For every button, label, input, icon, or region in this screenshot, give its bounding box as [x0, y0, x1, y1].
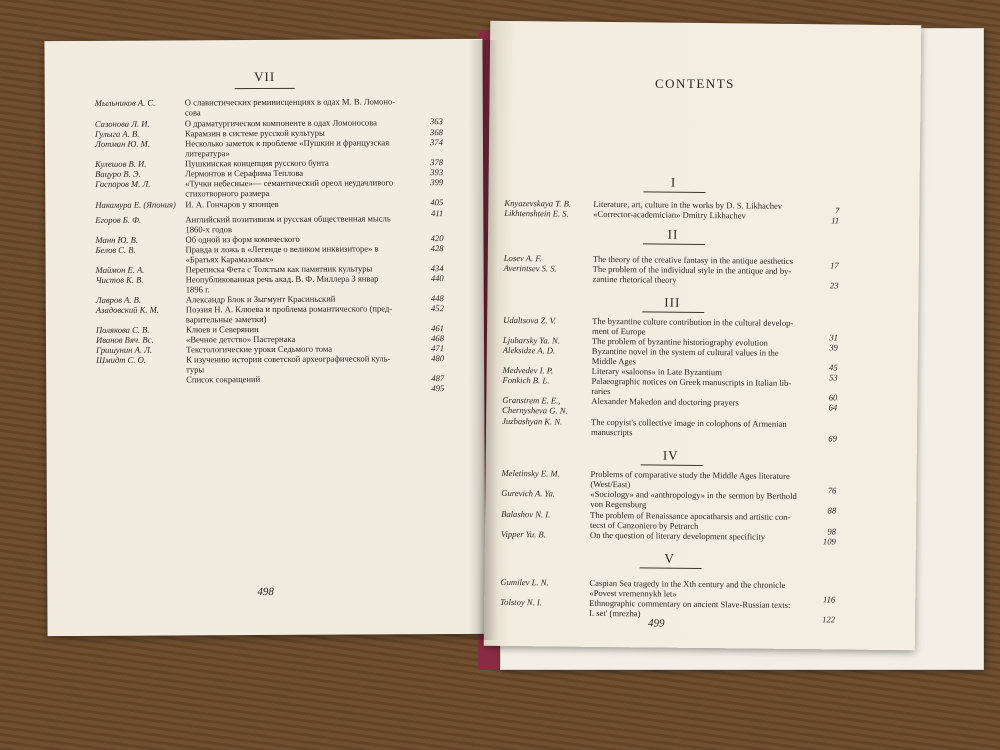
- entry-author: Aleksidze A. D.: [502, 344, 556, 356]
- section-rule: [641, 464, 703, 466]
- entry-title: О славистических реминисценциях в одах М. В. Ломоно-: [184, 96, 396, 108]
- entry-title: raries: [591, 385, 611, 397]
- entry-author: Losev A. F.: [503, 252, 542, 264]
- entry-title: Поэзия Н. А. Клюева и проблема романтического (пред-: [185, 303, 393, 315]
- entry-page: 76: [827, 485, 837, 496]
- entry-title: Problems of comparative study the Middle Ages literature: [590, 468, 790, 481]
- section-rule: [235, 88, 295, 89]
- entry-page: 440: [430, 273, 444, 284]
- section-label: II: [667, 226, 679, 242]
- entry-page: 69: [828, 433, 837, 444]
- toc-entry: [486, 415, 917, 444]
- entry-title: О драматургическом компоненте в одах Ломоносова: [184, 117, 377, 129]
- entry-author: Манн Ю. В.: [95, 234, 139, 245]
- entry-title: «Вечное детство» Пастернака: [185, 333, 296, 345]
- entry-author: Granstrem E. E.,: [502, 394, 561, 406]
- entry-page: 399: [430, 177, 444, 188]
- entry-author: Ljubarsky Ya. N.: [502, 334, 560, 346]
- entry-title: литература»: [185, 148, 230, 159]
- section-label: IV: [662, 447, 679, 463]
- entry-title: ment of Europe: [591, 325, 646, 337]
- entry-page: 405: [430, 197, 444, 208]
- left-page: [44, 39, 485, 636]
- entry-title: Пушкинская концепция русского бунта: [185, 157, 329, 169]
- entry-page: 378: [430, 157, 444, 168]
- section-label: V: [664, 550, 675, 566]
- entry-author: Medvedev I. P.: [502, 364, 554, 376]
- toc-entry: [46, 373, 484, 395]
- entry-title: Переписка Фета с Толстым как памятник культуры: [185, 263, 373, 275]
- section-rule: [643, 243, 705, 245]
- entry-page: 31: [829, 332, 839, 343]
- entry-title: «Братьях Карамазовых»: [185, 253, 274, 265]
- entry-page: 374: [430, 137, 444, 148]
- entry-page: 122: [822, 614, 836, 625]
- entry-page: 45: [829, 362, 838, 373]
- entry-title: сова: [184, 107, 201, 118]
- entry-title: Caspian Sea tragedy in the Xth century and the chronicle: [589, 577, 786, 590]
- entry-title: Об одной из форм комического: [185, 233, 300, 245]
- entry-author: Полякова С. В.: [95, 324, 150, 335]
- entry-page: 7: [834, 205, 840, 216]
- entry-title: On the question of literary development specificity: [589, 529, 766, 542]
- entry-title: Лермонтов и Серафима Теплова: [185, 167, 304, 179]
- entry-title: Palaeographic notices on Greek manuscripts in Italian lib-: [591, 375, 792, 388]
- entry-title: К изучению истории советской археографической куль-: [186, 353, 391, 365]
- entry-title: «Corrector-academician» Dmitry Likhachev: [593, 208, 746, 221]
- entry-author: Balashov N. I.: [501, 508, 551, 520]
- entry-author: Шмидт С. О.: [96, 354, 146, 365]
- entry-author: Мыльников А. С.: [94, 97, 156, 108]
- section-rule: [643, 191, 705, 193]
- entry-page: 471: [431, 343, 445, 354]
- entry-author: Chernysheva G. N.: [502, 404, 568, 416]
- entry-page: 428: [430, 243, 444, 254]
- entry-title: «Sociology» and «anthropology» in the sermon by Berthold: [590, 488, 797, 501]
- entry-title: Неопубликованная речь акад. В. Ф. Миллера 3 январ: [185, 273, 379, 285]
- contents-heading: CONTENTS: [655, 76, 735, 91]
- entry-title: туры: [186, 364, 205, 375]
- entry-author: Маймон Е. А.: [95, 264, 145, 275]
- entry-page: 495: [431, 383, 445, 394]
- section-label-vii: VII: [254, 68, 276, 85]
- entry-title: Александр Блок и Зыгмунт Красиньский: [185, 293, 336, 305]
- entry-title: «Тучки небесные»— семантический ореол неудачливого: [185, 177, 394, 189]
- entry-title: Literary «saloons» in Late Byzantium: [591, 365, 722, 378]
- gutter-shadow: [468, 40, 498, 640]
- entry-page: 480: [431, 353, 445, 364]
- entry-author: Likhtenshtein E. S.: [504, 207, 569, 219]
- entry-title: «Povest vremennykh let»: [589, 587, 677, 599]
- entry-author: Gumilev L. N.: [500, 576, 549, 588]
- entry-title: Клюев и Северянин: [185, 324, 259, 335]
- entry-author: Averintsev S. S.: [503, 262, 557, 274]
- entry-page: 53: [828, 372, 838, 383]
- entry-author: Чистов К. В.: [95, 274, 144, 285]
- entry-title: (West/East): [590, 478, 631, 490]
- entry-author: Fonkich B. L.: [502, 374, 550, 386]
- entry-title: Правда и ложь в «Легенде о великом инквизиторе» в: [185, 243, 379, 255]
- entry-page: 109: [822, 536, 836, 547]
- entry-author: Гулыга А. В.: [94, 128, 140, 139]
- section-label: I: [670, 174, 677, 190]
- entry-page: 363: [429, 116, 443, 127]
- entry-author: Лотман Ю. М.: [94, 138, 151, 149]
- entry-page: 88: [827, 505, 837, 516]
- section-rule: [640, 567, 702, 569]
- entry-page: 116: [822, 594, 836, 605]
- entry-title: manuscripts: [590, 426, 633, 438]
- entry-title: tecst of Canzoniero by Petrarch: [589, 519, 699, 531]
- entry-author: Белов С. В.: [95, 244, 136, 255]
- entry-author: Накамура Е. (Япония): [95, 199, 176, 210]
- entry-title: The byzantine culture contribution in the cultural develop-: [592, 315, 794, 328]
- page-number-left: 498: [257, 585, 274, 599]
- entry-title: Middle Ages: [591, 355, 636, 367]
- entry-title: The problem of the individual style in the antique and by-: [592, 263, 792, 276]
- entry-author: Гаспаров М. Л.: [95, 178, 151, 189]
- section-label: III: [664, 294, 681, 310]
- entry-page: 461: [431, 323, 444, 334]
- entry-page: 487: [431, 373, 445, 384]
- entry-page: 468: [431, 333, 445, 344]
- entry-page: 39: [829, 342, 838, 353]
- entry-title: И. А. Гончаров у японцев: [185, 198, 279, 210]
- entry-author: Гришунин А. Л.: [96, 344, 153, 355]
- entry-page: 434: [430, 263, 444, 274]
- entry-title: zantine rhetorical theory: [592, 273, 677, 285]
- entry-page: 448: [430, 293, 444, 304]
- page-number-right: 499: [647, 617, 665, 630]
- entry-author: Juzbashyan K. N.: [502, 415, 563, 427]
- entry-author: Tolstoy N. I.: [500, 596, 542, 608]
- entry-author: Вацуро В. Э.: [95, 168, 141, 179]
- entry-title: Ethnographic commentary on ancient Slave-Russian texts:: [589, 597, 791, 610]
- entry-page: 411: [431, 208, 444, 219]
- entry-page: 60: [828, 392, 838, 403]
- entry-title: Список сокращений: [186, 374, 261, 385]
- entry-author: Егоров Б. Ф.: [95, 214, 142, 225]
- entry-author: Лавров А. В.: [95, 294, 142, 305]
- entry-title: Byzantine novel in the system of cultural values in the: [591, 345, 779, 358]
- entry-title: 1896 г.: [185, 284, 210, 295]
- entry-title: Карамзин в системе русской культуры: [184, 127, 325, 139]
- entry-author: Кулешов В. И.: [95, 158, 147, 169]
- entry-title: The problem of byzantine historiography evolution: [591, 335, 768, 348]
- entry-author: Udaltsova Z. V.: [503, 314, 557, 326]
- entry-author: Knyazevskaya T. B.: [504, 197, 572, 209]
- entry-page: 452: [430, 303, 444, 314]
- entry-page: 393: [430, 167, 444, 178]
- entry-title: Literature, art, culture in the works by D. S. Likhachev: [593, 198, 783, 211]
- entry-title: стихотворного размера: [185, 187, 270, 199]
- entry-page: 368: [430, 127, 443, 138]
- entry-title: Несколько заметок к проблеме «Пушкин и французская: [184, 137, 390, 149]
- entry-title: Alexander Makedon and doctoring prayers: [591, 395, 739, 408]
- entry-author: Азадовский К. М.: [95, 304, 159, 315]
- entry-author: Gurevich A. Ya.: [501, 487, 556, 499]
- entry-page: 64: [828, 402, 838, 413]
- entry-author: Vipper Yu. B.: [500, 528, 546, 540]
- entry-page: 420: [430, 233, 444, 244]
- entry-page: 98: [827, 526, 837, 537]
- entry-title: Текстологические уроки Седьмого тома: [186, 343, 333, 355]
- entry-author: Иванов Вяч. Вс.: [95, 334, 154, 345]
- entry-page: 17: [830, 260, 839, 271]
- right-page: [484, 21, 922, 650]
- entry-page: 23: [829, 280, 839, 291]
- section-rule: [642, 311, 704, 313]
- entry-author: Сазонова Л. И.: [94, 118, 150, 129]
- entry-title: варительные заметки): [185, 313, 267, 325]
- entry-title: The copyist's collective image in colophons of Armenian: [591, 416, 787, 429]
- entry-title: The theory of the creative fantasy in the antique aesthetics: [592, 253, 794, 266]
- entry-title: I. set' (mrezha): [589, 607, 641, 619]
- entry-page: 11: [831, 215, 840, 226]
- entry-title: 1860-х годов: [185, 224, 233, 235]
- entry-title: von Regensburg: [590, 498, 647, 510]
- entry-title: The problem of Renaissance apocatharsis and artistic con-: [590, 509, 791, 522]
- entry-author: Meletinsky E. M.: [501, 467, 560, 479]
- entry-title: Английский позитивизм и русская общественная мысль: [185, 213, 391, 225]
